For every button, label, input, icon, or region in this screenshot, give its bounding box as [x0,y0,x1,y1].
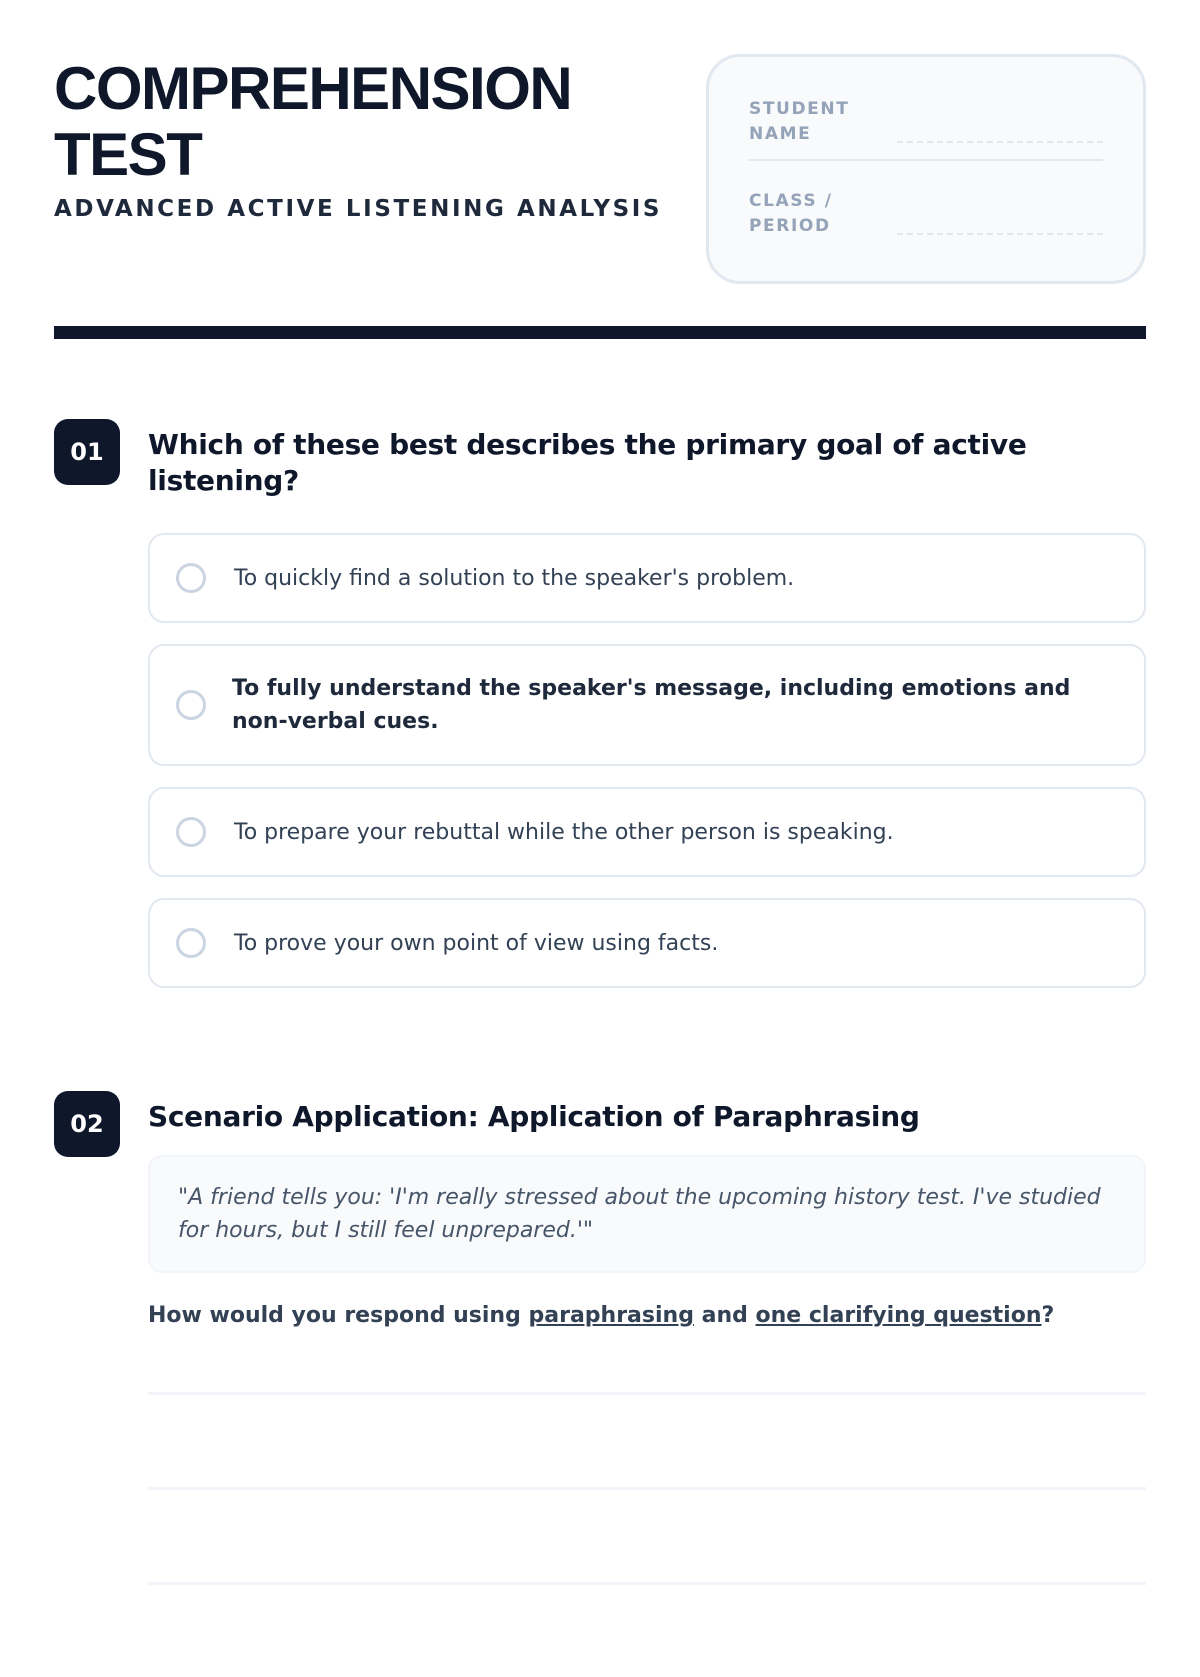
option-a[interactable] [148,533,1146,623]
student-name-label-line-2: NAME [749,124,812,144]
question-1 [54,419,1146,1009]
answer-options [148,533,1146,988]
student-info-card [706,54,1146,284]
prompt-term-clarifying-question: one clarifying question [755,1303,1042,1328]
prompt-text: ? [1041,1303,1055,1328]
class-period-row [749,189,1103,239]
student-name-row [749,97,1103,161]
page-subtitle: ADVANCED ACTIVE LISTENING ANALYSIS [54,196,663,222]
student-name-label [749,97,897,147]
option-label: To fully understand the speaker's message, including emotions and non-verbal cues. [232,676,1071,734]
student-name-field[interactable] [897,141,1103,143]
header-divider [54,326,1146,339]
question-text: Which of these best describes the primary goal of active listening? [148,428,1027,497]
option-c[interactable] [148,787,1146,877]
radio-button[interactable] [176,928,206,958]
answer-line[interactable] [148,1487,1146,1490]
option-label: To quickly find a solution to the speaker's problem. [234,565,795,591]
title-line-1: COMPREHENSION [54,55,572,122]
question-body [148,419,1146,1009]
question-title: Scenario Application: Application of Paraphrasing [148,1100,920,1133]
question-number-badge: 02 [54,1091,120,1157]
option-label: To prove your own point of view using facts. [234,930,719,956]
option-d[interactable] [148,898,1146,988]
class-period-label [749,189,897,239]
page-header [54,54,1146,284]
scenario-quote: "A friend tells you: 'I'm really stressed about the upcoming history test. I've studied for hours, but I still feel unprepared.'" [148,1155,1146,1273]
prompt-term-paraphrasing: paraphrasing [528,1303,694,1328]
radio-button[interactable] [176,817,206,847]
prompt-text: How would you respond using [148,1303,529,1328]
class-period-label-line-2: PERIOD [749,216,831,236]
title-line-2: TEST [54,121,202,188]
title-block [54,54,674,222]
question-number-badge: 01 [54,419,120,485]
class-period-label-line-1: CLASS / [749,191,833,211]
option-label: To prepare your rebuttal while the other person is speaking. [234,819,894,845]
prompt-text: and [693,1303,756,1328]
answer-line[interactable] [148,1392,1146,1395]
page-title [54,56,674,188]
question-2 [54,1091,1146,1677]
student-name-label-line-1: STUDENT [749,99,850,119]
radio-button[interactable] [176,563,206,593]
class-period-field[interactable] [897,233,1103,235]
radio-button[interactable] [176,690,206,720]
answer-area[interactable] [148,1392,1146,1585]
answer-line[interactable] [148,1582,1146,1585]
option-b[interactable] [148,644,1146,766]
question-body [148,1091,1146,1677]
response-prompt [148,1303,1146,1328]
